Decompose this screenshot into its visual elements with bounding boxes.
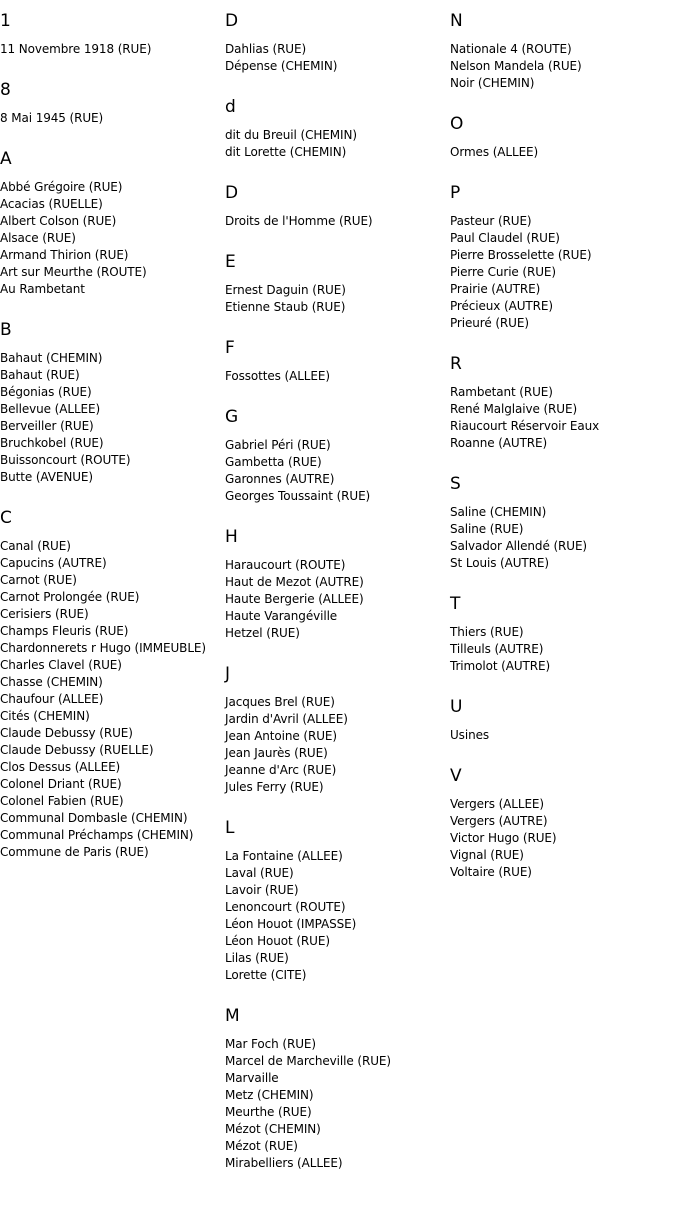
street-entry: Jardin d'Avril (ALLEE): [225, 712, 348, 726]
letter-group: [450, 474, 675, 572]
street-entry: Charles Clavel (RUE): [0, 658, 122, 672]
street-entry: Metz (CHEMIN): [225, 1088, 314, 1102]
letter-group: [450, 114, 675, 161]
street-entry: Marvaille: [225, 1071, 279, 1085]
letter-heading: J: [225, 664, 231, 684]
street-entry: Nationale 4 (ROUTE): [450, 42, 572, 56]
street-entry: Saline (RUE): [450, 522, 524, 536]
street-entry: Laval (RUE): [225, 866, 294, 880]
street-entry: Cerisiers (RUE): [0, 607, 89, 621]
street-entry: Berveiller (RUE): [0, 419, 94, 433]
letter-group: [225, 97, 450, 161]
street-entry: Carnot (RUE): [0, 573, 77, 587]
street-list: [450, 727, 675, 744]
street-list: [450, 796, 675, 881]
street-entry: Albert Colson (RUE): [0, 214, 117, 228]
street-entry: Alsace (RUE): [0, 231, 76, 245]
street-entry: Mézot (RUE): [225, 1139, 298, 1153]
letter-heading: d: [225, 97, 236, 117]
street-entry: Haute Bergerie (ALLEE): [225, 592, 364, 606]
street-entry: Ormes (ALLEE): [450, 145, 539, 159]
street-entry: Mar Foch (RUE): [225, 1037, 316, 1051]
street-entry: Dépense (CHEMIN): [225, 59, 338, 73]
street-entry: Léon Houot (RUE): [225, 934, 330, 948]
letter-heading: V: [450, 766, 462, 786]
letter-group: [0, 11, 225, 58]
letter-group: [225, 527, 450, 642]
street-column: [225, 11, 450, 1194]
street-entry: Abbé Grégoire (RUE): [0, 180, 123, 194]
street-entry: Vergers (ALLEE): [450, 797, 544, 811]
street-entry: René Malglaive (RUE): [450, 402, 578, 416]
letter-heading: 8: [0, 80, 11, 100]
letter-heading: B: [0, 320, 12, 340]
letter-group: [450, 11, 675, 92]
street-list: [225, 368, 450, 385]
street-entry: Colonel Fabien (RUE): [0, 794, 124, 808]
street-entry: Chaufour (ALLEE): [0, 692, 104, 706]
street-entry: La Fontaine (ALLEE): [225, 849, 343, 863]
street-entry: Jean Antoine (RUE): [225, 729, 337, 743]
letter-heading: N: [450, 11, 463, 31]
letter-group: [225, 664, 450, 796]
letter-heading: L: [225, 818, 235, 838]
street-entry: Claude Debussy (RUE): [0, 726, 133, 740]
letter-group: [225, 252, 450, 316]
street-entry: Jacques Brel (RUE): [225, 695, 335, 709]
street-entry: Bruchkobel (RUE): [0, 436, 104, 450]
letter-heading: G: [225, 407, 239, 427]
letter-heading: 1: [0, 11, 11, 31]
letter-heading: O: [450, 114, 464, 134]
street-entry: Lenoncourt (ROUTE): [225, 900, 346, 914]
letter-heading: F: [225, 338, 235, 358]
letter-group: [225, 338, 450, 385]
letter-heading: E: [225, 252, 236, 272]
street-entry: Bahaut (RUE): [0, 368, 80, 382]
street-list: [450, 213, 675, 332]
street-entry: Bégonias (RUE): [0, 385, 92, 399]
street-entry: Bahaut (CHEMIN): [0, 351, 103, 365]
letter-group: [450, 183, 675, 332]
street-entry: St Louis (AUTRE): [450, 556, 549, 570]
street-entry: Jeanne d'Arc (RUE): [225, 763, 337, 777]
street-entry: Bellevue (ALLEE): [0, 402, 101, 416]
street-list: [225, 282, 450, 316]
street-list: [225, 848, 450, 984]
street-entry: Rambetant (RUE): [450, 385, 553, 399]
letter-group: [450, 697, 675, 744]
street-entry: 8 Mai 1945 (RUE): [0, 111, 104, 125]
street-entry: dit du Breuil (CHEMIN): [225, 128, 357, 142]
letter-group: [450, 354, 675, 452]
letter-heading: R: [450, 354, 462, 374]
letter-heading: P: [450, 183, 461, 203]
letter-heading: S: [450, 474, 461, 494]
street-list: [0, 41, 225, 58]
street-entry: Communal Dombasle (CHEMIN): [0, 811, 188, 825]
street-list: [0, 350, 225, 486]
letter-group: [0, 508, 225, 861]
street-entry: Précieux (AUTRE): [450, 299, 553, 313]
street-entry: Tilleuls (AUTRE): [450, 642, 544, 656]
letter-heading: D: [225, 183, 239, 203]
street-entry: Pierre Brosselette (RUE): [450, 248, 592, 262]
street-entry: Thiers (RUE): [450, 625, 524, 639]
letter-group: [450, 594, 675, 675]
street-entry: Fossottes (ALLEE): [225, 369, 330, 383]
street-entry: Etienne Staub (RUE): [225, 300, 346, 314]
street-list: [450, 144, 675, 161]
street-entry: Haut de Mezot (AUTRE): [225, 575, 364, 589]
street-entry: Gambetta (RUE): [225, 455, 322, 469]
street-entry: Au Rambetant: [0, 282, 85, 296]
letter-heading: C: [0, 508, 12, 528]
street-entry: Dahlias (RUE): [225, 42, 307, 56]
street-list: [225, 41, 450, 75]
street-entry: Armand Thirion (RUE): [0, 248, 129, 262]
street-entry: Buissoncourt (ROUTE): [0, 453, 131, 467]
street-entry: Saline (CHEMIN): [450, 505, 547, 519]
street-entry: Haraucourt (ROUTE): [225, 558, 346, 572]
street-entry: Haute Varangéville: [225, 609, 338, 623]
street-entry: Champs Fleuris (RUE): [0, 624, 129, 638]
street-entry: Claude Debussy (RUELLE): [0, 743, 154, 757]
letter-group: [225, 1006, 450, 1172]
street-entry: Paul Claudel (RUE): [450, 231, 560, 245]
letter-group: [225, 407, 450, 505]
street-entry: Pasteur (RUE): [450, 214, 532, 228]
letter-heading: D: [225, 11, 239, 31]
street-entry: Commune de Paris (RUE): [0, 845, 149, 859]
street-entry: dit Lorette (CHEMIN): [225, 145, 347, 159]
letter-heading: A: [0, 149, 12, 169]
letter-group: [0, 320, 225, 486]
street-entry: Hetzel (RUE): [225, 626, 300, 640]
street-column: [0, 11, 225, 883]
letter-group: [450, 766, 675, 881]
street-entry: Garonnes (AUTRE): [225, 472, 335, 486]
letter-group: [0, 149, 225, 298]
street-entry: Victor Hugo (RUE): [450, 831, 557, 845]
street-column: [450, 11, 675, 903]
street-list: [0, 110, 225, 127]
street-entry: Roanne (AUTRE): [450, 436, 548, 450]
street-entry: Mézot (CHEMIN): [225, 1122, 321, 1136]
street-entry: Usines: [450, 728, 490, 742]
street-entry: Voltaire (RUE): [450, 865, 532, 879]
street-entry: Lilas (RUE): [225, 951, 289, 965]
street-entry: Riaucourt Réservoir Eaux: [450, 419, 600, 433]
street-list: [0, 179, 225, 298]
street-entry: Jules Ferry (RUE): [225, 780, 324, 794]
street-entry: Droits de l'Homme (RUE): [225, 214, 373, 228]
street-entry: Mirabelliers (ALLEE): [225, 1156, 343, 1170]
street-entry: Georges Toussaint (RUE): [225, 489, 371, 503]
street-entry: Léon Houot (IMPASSE): [225, 917, 357, 931]
street-list: [225, 557, 450, 642]
street-entry: Butte (AVENUE): [0, 470, 93, 484]
street-entry: Jean Jaurès (RUE): [225, 746, 328, 760]
street-entry: Chardonnerets r Hugo (IMMEUBLE): [0, 641, 206, 655]
street-entry: Lorette (CITE): [225, 968, 307, 982]
street-list: [225, 437, 450, 505]
street-entry: Salvador Allendé (RUE): [450, 539, 588, 553]
street-entry: Gabriel Péri (RUE): [225, 438, 331, 452]
street-list: [225, 127, 450, 161]
letter-heading: H: [225, 527, 238, 547]
letter-heading: M: [225, 1006, 240, 1026]
street-list: [225, 213, 450, 230]
street-entry: 11 Novembre 1918 (RUE): [0, 42, 152, 56]
street-entry: Meurthe (RUE): [225, 1105, 312, 1119]
street-entry: Lavoir (RUE): [225, 883, 299, 897]
street-entry: Cités (CHEMIN): [0, 709, 90, 723]
street-entry: Clos Dessus (ALLEE): [0, 760, 121, 774]
street-list: [0, 538, 225, 861]
street-entry: Art sur Meurthe (ROUTE): [0, 265, 147, 279]
street-entry: Vignal (RUE): [450, 848, 524, 862]
street-entry: Chasse (CHEMIN): [0, 675, 103, 689]
street-entry: Acacias (RUELLE): [0, 197, 103, 211]
street-entry: Trimolot (AUTRE): [450, 659, 551, 673]
street-entry: Nelson Mandela (RUE): [450, 59, 582, 73]
street-entry: Communal Préchamps (CHEMIN): [0, 828, 194, 842]
street-entry: Capucins (AUTRE): [0, 556, 107, 570]
street-list: [450, 384, 675, 452]
street-entry: Ernest Daguin (RUE): [225, 283, 346, 297]
street-list: [450, 504, 675, 572]
street-list: [225, 694, 450, 796]
letter-heading: U: [450, 697, 463, 717]
letter-heading: T: [450, 594, 461, 614]
street-list: [225, 1036, 450, 1172]
street-entry: Marcel de Marcheville (RUE): [225, 1054, 391, 1068]
street-entry: Pierre Curie (RUE): [450, 265, 556, 279]
letter-group: [225, 11, 450, 75]
street-entry: Prairie (AUTRE): [450, 282, 541, 296]
letter-group: [0, 80, 225, 127]
street-entry: Carnot Prolongée (RUE): [0, 590, 140, 604]
letter-group: [225, 818, 450, 984]
street-list: [450, 41, 675, 92]
street-list: [450, 624, 675, 675]
street-entry: Vergers (AUTRE): [450, 814, 548, 828]
street-entry: Noir (CHEMIN): [450, 76, 535, 90]
street-entry: Prieuré (RUE): [450, 316, 529, 330]
street-entry: Canal (RUE): [0, 539, 71, 553]
street-entry: Colonel Driant (RUE): [0, 777, 122, 791]
letter-group: [225, 183, 450, 230]
